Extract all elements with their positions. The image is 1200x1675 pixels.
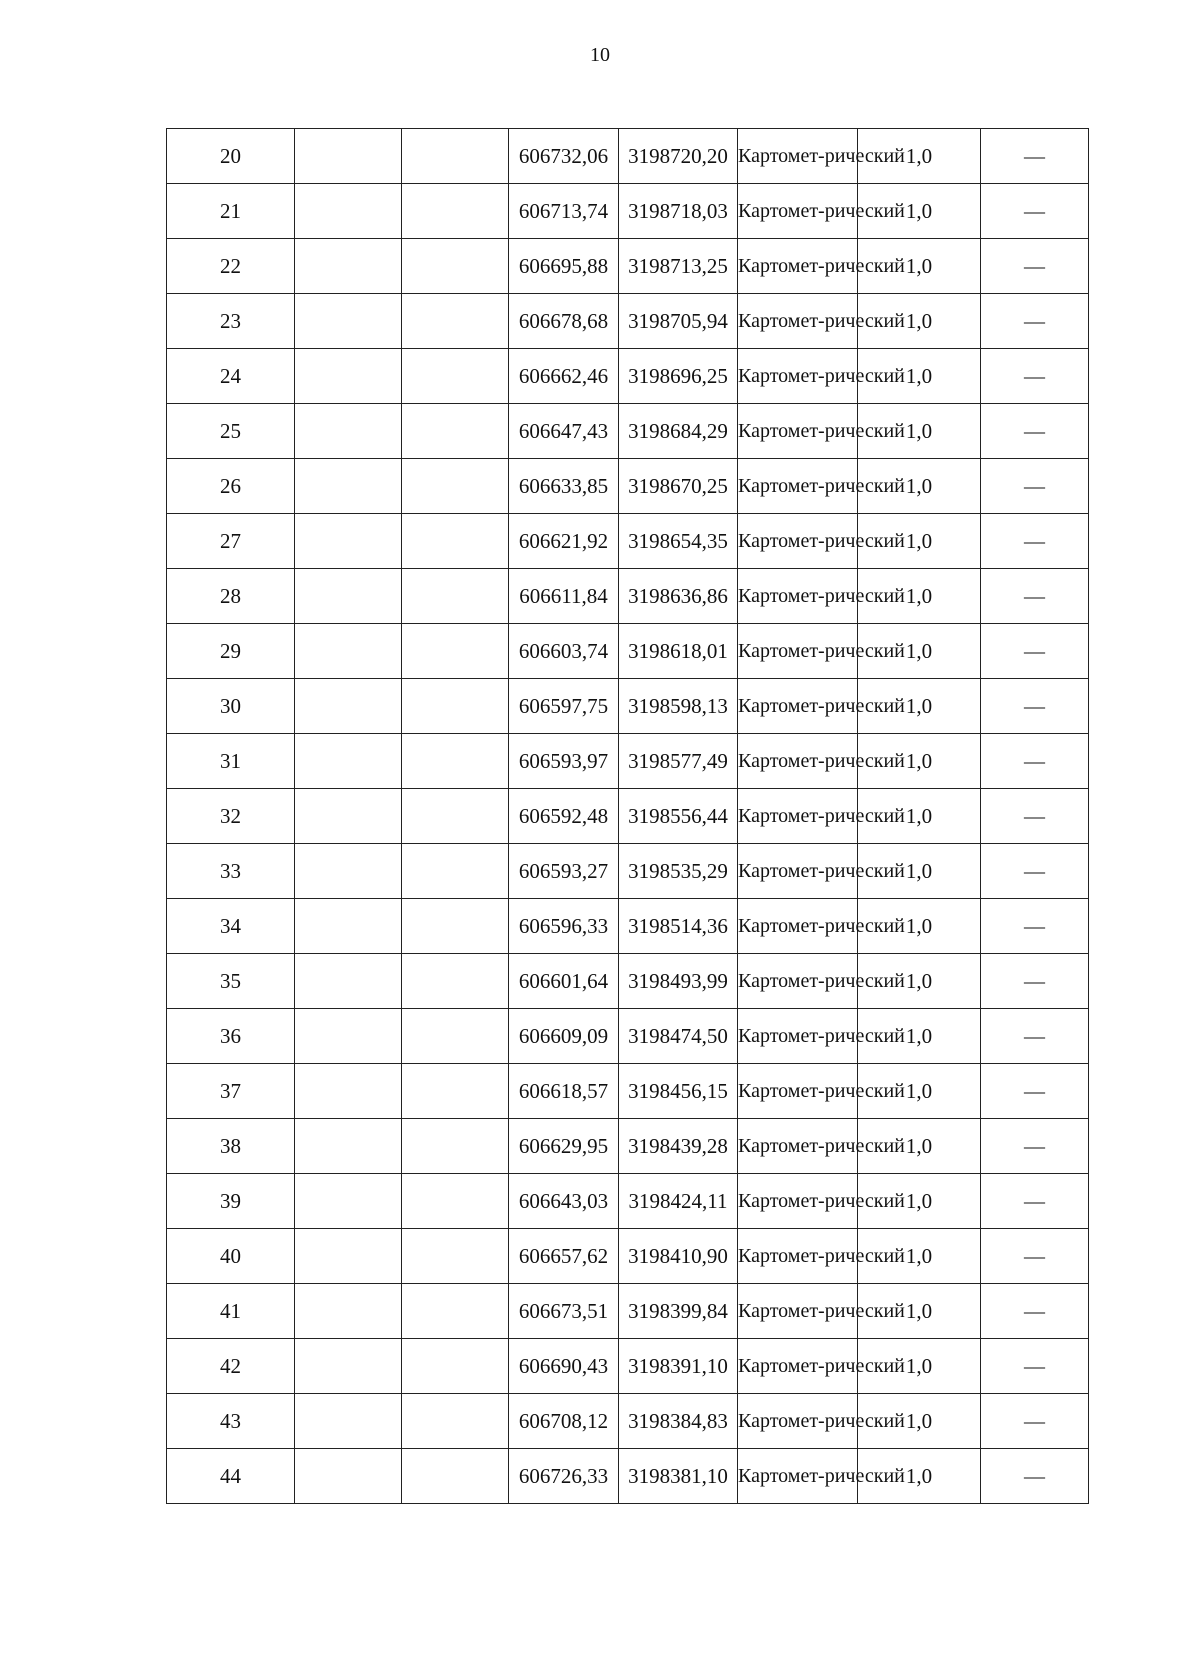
method-cell: Картомет-рический [738,1009,858,1064]
point-number-cell: 36 [167,1009,295,1064]
empty-cell [402,1339,509,1394]
method-cell: Картомет-рический [738,1229,858,1284]
y-coordinate-cell: 3198636,86 [619,569,738,624]
x-coordinate-cell: 606603,74 [509,624,619,679]
y-coordinate-cell: 3198670,25 [619,459,738,514]
point-number-cell: 40 [167,1229,295,1284]
note-cell: — [981,1449,1089,1504]
y-coordinate-cell: 3198381,10 [619,1449,738,1504]
point-number-cell: 27 [167,514,295,569]
y-coordinate-cell: 3198391,10 [619,1339,738,1394]
empty-cell [295,734,402,789]
note-cell: — [981,349,1089,404]
y-coordinate-cell: 3198577,49 [619,734,738,789]
x-coordinate-cell: 606621,92 [509,514,619,569]
table-row [167,239,1089,294]
note-cell: — [981,1229,1089,1284]
note-cell: — [981,184,1089,239]
accuracy-cell: 1,0 [858,1284,981,1339]
note-cell: — [981,844,1089,899]
point-number-cell: 29 [167,624,295,679]
x-coordinate-cell: 606618,57 [509,1064,619,1119]
empty-cell [295,844,402,899]
coordinates-table-body [167,129,1089,1504]
table-row [167,294,1089,349]
x-coordinate-cell: 606611,84 [509,569,619,624]
table-row [167,954,1089,1009]
method-cell: Картомет-рический [738,184,858,239]
x-coordinate-cell: 606726,33 [509,1449,619,1504]
x-coordinate-cell: 606690,43 [509,1339,619,1394]
point-number-cell: 34 [167,899,295,954]
point-number-cell: 30 [167,679,295,734]
accuracy-cell: 1,0 [858,349,981,404]
y-coordinate-cell: 3198535,29 [619,844,738,899]
point-number-cell: 24 [167,349,295,404]
x-coordinate-cell: 606708,12 [509,1394,619,1449]
x-coordinate-cell: 606662,46 [509,349,619,404]
accuracy-cell: 1,0 [858,624,981,679]
point-number-cell: 31 [167,734,295,789]
x-coordinate-cell: 606593,27 [509,844,619,899]
empty-cell [295,349,402,404]
empty-cell [402,844,509,899]
x-coordinate-cell: 606609,09 [509,1009,619,1064]
note-cell: — [981,1339,1089,1394]
note-cell: — [981,899,1089,954]
empty-cell [295,129,402,184]
method-cell: Картомет-рический [738,954,858,1009]
y-coordinate-cell: 3198493,99 [619,954,738,1009]
note-cell: — [981,1394,1089,1449]
point-number-cell: 35 [167,954,295,1009]
note-cell: — [981,679,1089,734]
empty-cell [402,459,509,514]
point-number-cell: 43 [167,1394,295,1449]
point-number-cell: 28 [167,569,295,624]
accuracy-cell: 1,0 [858,184,981,239]
accuracy-cell: 1,0 [858,459,981,514]
point-number-cell: 32 [167,789,295,844]
method-cell: Картомет-рический [738,294,858,349]
empty-cell [295,679,402,734]
x-coordinate-cell: 606593,97 [509,734,619,789]
table-row [167,1284,1089,1339]
point-number-cell: 38 [167,1119,295,1174]
method-cell: Картомет-рический [738,1064,858,1119]
empty-cell [295,1174,402,1229]
empty-cell [402,1394,509,1449]
table-row [167,1339,1089,1394]
empty-cell [295,184,402,239]
empty-cell [295,239,402,294]
method-cell: Картомет-рический [738,569,858,624]
y-coordinate-cell: 3198720,20 [619,129,738,184]
point-number-cell: 23 [167,294,295,349]
table-row [167,624,1089,679]
point-number-cell: 37 [167,1064,295,1119]
empty-cell [402,1449,509,1504]
method-cell: Картомет-рический [738,899,858,954]
empty-cell [402,1174,509,1229]
accuracy-cell: 1,0 [858,789,981,844]
accuracy-cell: 1,0 [858,899,981,954]
method-cell: Картомет-рический [738,789,858,844]
note-cell: — [981,1119,1089,1174]
y-coordinate-cell: 3198618,01 [619,624,738,679]
note-cell: — [981,1064,1089,1119]
method-cell: Картомет-рический [738,624,858,679]
accuracy-cell: 1,0 [858,294,981,349]
empty-cell [295,1009,402,1064]
y-coordinate-cell: 3198598,13 [619,679,738,734]
y-coordinate-cell: 3198684,29 [619,404,738,459]
x-coordinate-cell: 606657,62 [509,1229,619,1284]
empty-cell [402,569,509,624]
method-cell: Картомет-рический [738,679,858,734]
table-row [167,1009,1089,1064]
empty-cell [295,1229,402,1284]
accuracy-cell: 1,0 [858,239,981,294]
empty-cell [402,1064,509,1119]
note-cell: — [981,954,1089,1009]
y-coordinate-cell: 3198696,25 [619,349,738,404]
method-cell: Картомет-рический [738,349,858,404]
accuracy-cell: 1,0 [858,679,981,734]
table-row [167,899,1089,954]
table-row [167,349,1089,404]
accuracy-cell: 1,0 [858,129,981,184]
x-coordinate-cell: 606732,06 [509,129,619,184]
x-coordinate-cell: 606673,51 [509,1284,619,1339]
table-row [167,789,1089,844]
empty-cell [402,349,509,404]
table-row [167,569,1089,624]
y-coordinate-cell: 3198556,44 [619,789,738,844]
note-cell: — [981,129,1089,184]
empty-cell [402,899,509,954]
accuracy-cell: 1,0 [858,514,981,569]
method-cell: Картомет-рический [738,404,858,459]
x-coordinate-cell: 606678,68 [509,294,619,349]
table-row [167,1229,1089,1284]
accuracy-cell: 1,0 [858,734,981,789]
empty-cell [402,129,509,184]
empty-cell [402,294,509,349]
y-coordinate-cell: 3198410,90 [619,1229,738,1284]
empty-cell [295,569,402,624]
y-coordinate-cell: 3198424,11 [619,1174,738,1229]
x-coordinate-cell: 606601,64 [509,954,619,1009]
note-cell: — [981,514,1089,569]
page-number: 10 [590,44,610,66]
point-number-cell: 20 [167,129,295,184]
empty-cell [295,1394,402,1449]
y-coordinate-cell: 3198474,50 [619,1009,738,1064]
x-coordinate-cell: 606596,33 [509,899,619,954]
table-row [167,1449,1089,1504]
table-row [167,404,1089,459]
empty-cell [402,624,509,679]
accuracy-cell: 1,0 [858,1394,981,1449]
empty-cell [402,734,509,789]
y-coordinate-cell: 3198718,03 [619,184,738,239]
empty-cell [295,514,402,569]
note-cell: — [981,624,1089,679]
note-cell: — [981,1284,1089,1339]
x-coordinate-cell: 606633,85 [509,459,619,514]
table-row [167,129,1089,184]
x-coordinate-cell: 606597,75 [509,679,619,734]
point-number-cell: 21 [167,184,295,239]
empty-cell [295,899,402,954]
x-coordinate-cell: 606695,88 [509,239,619,294]
table-row [167,459,1089,514]
point-number-cell: 42 [167,1339,295,1394]
accuracy-cell: 1,0 [858,844,981,899]
empty-cell [295,1449,402,1504]
method-cell: Картомет-рический [738,1394,858,1449]
accuracy-cell: 1,0 [858,1229,981,1284]
table-row [167,184,1089,239]
empty-cell [402,1284,509,1339]
accuracy-cell: 1,0 [858,1449,981,1504]
point-number-cell: 41 [167,1284,295,1339]
x-coordinate-cell: 606643,03 [509,1174,619,1229]
note-cell: — [981,569,1089,624]
note-cell: — [981,734,1089,789]
empty-cell [402,1229,509,1284]
method-cell: Картомет-рический [738,1174,858,1229]
empty-cell [295,1284,402,1339]
accuracy-cell: 1,0 [858,1339,981,1394]
point-number-cell: 26 [167,459,295,514]
note-cell: — [981,459,1089,514]
empty-cell [402,679,509,734]
point-number-cell: 39 [167,1174,295,1229]
point-number-cell: 25 [167,404,295,459]
method-cell: Картомет-рический [738,1449,858,1504]
y-coordinate-cell: 3198399,84 [619,1284,738,1339]
y-coordinate-cell: 3198713,25 [619,239,738,294]
table-row [167,1119,1089,1174]
empty-cell [295,294,402,349]
method-cell: Картомет-рический [738,1339,858,1394]
y-coordinate-cell: 3198654,35 [619,514,738,569]
note-cell: — [981,1174,1089,1229]
method-cell: Картомет-рический [738,734,858,789]
note-cell: — [981,294,1089,349]
empty-cell [402,789,509,844]
note-cell: — [981,239,1089,294]
table-row [167,1064,1089,1119]
x-coordinate-cell: 606629,95 [509,1119,619,1174]
coordinates-table [166,128,1089,1504]
note-cell: — [981,789,1089,844]
empty-cell [295,459,402,514]
table-row [167,1394,1089,1449]
empty-cell [295,624,402,679]
empty-cell [402,514,509,569]
note-cell: — [981,1009,1089,1064]
method-cell: Картомет-рический [738,239,858,294]
empty-cell [402,239,509,294]
accuracy-cell: 1,0 [858,1009,981,1064]
empty-cell [402,404,509,459]
accuracy-cell: 1,0 [858,1174,981,1229]
accuracy-cell: 1,0 [858,569,981,624]
method-cell: Картомет-рический [738,459,858,514]
table-row [167,679,1089,734]
accuracy-cell: 1,0 [858,1064,981,1119]
empty-cell [295,1339,402,1394]
y-coordinate-cell: 3198439,28 [619,1119,738,1174]
x-coordinate-cell: 606592,48 [509,789,619,844]
table-row [167,514,1089,569]
empty-cell [402,184,509,239]
empty-cell [295,404,402,459]
empty-cell [402,1119,509,1174]
table-row [167,844,1089,899]
accuracy-cell: 1,0 [858,954,981,1009]
empty-cell [402,1009,509,1064]
table-row [167,1174,1089,1229]
method-cell: Картомет-рический [738,1284,858,1339]
empty-cell [295,954,402,1009]
empty-cell [402,954,509,1009]
accuracy-cell: 1,0 [858,404,981,459]
x-coordinate-cell: 606647,43 [509,404,619,459]
y-coordinate-cell: 3198705,94 [619,294,738,349]
note-cell: — [981,404,1089,459]
accuracy-cell: 1,0 [858,1119,981,1174]
point-number-cell: 33 [167,844,295,899]
empty-cell [295,1064,402,1119]
empty-cell [295,789,402,844]
empty-cell [295,1119,402,1174]
x-coordinate-cell: 606713,74 [509,184,619,239]
point-number-cell: 44 [167,1449,295,1504]
method-cell: Картомет-рический [738,129,858,184]
y-coordinate-cell: 3198456,15 [619,1064,738,1119]
method-cell: Картомет-рический [738,1119,858,1174]
y-coordinate-cell: 3198514,36 [619,899,738,954]
y-coordinate-cell: 3198384,83 [619,1394,738,1449]
method-cell: Картомет-рический [738,514,858,569]
table-row [167,734,1089,789]
point-number-cell: 22 [167,239,295,294]
method-cell: Картомет-рический [738,844,858,899]
